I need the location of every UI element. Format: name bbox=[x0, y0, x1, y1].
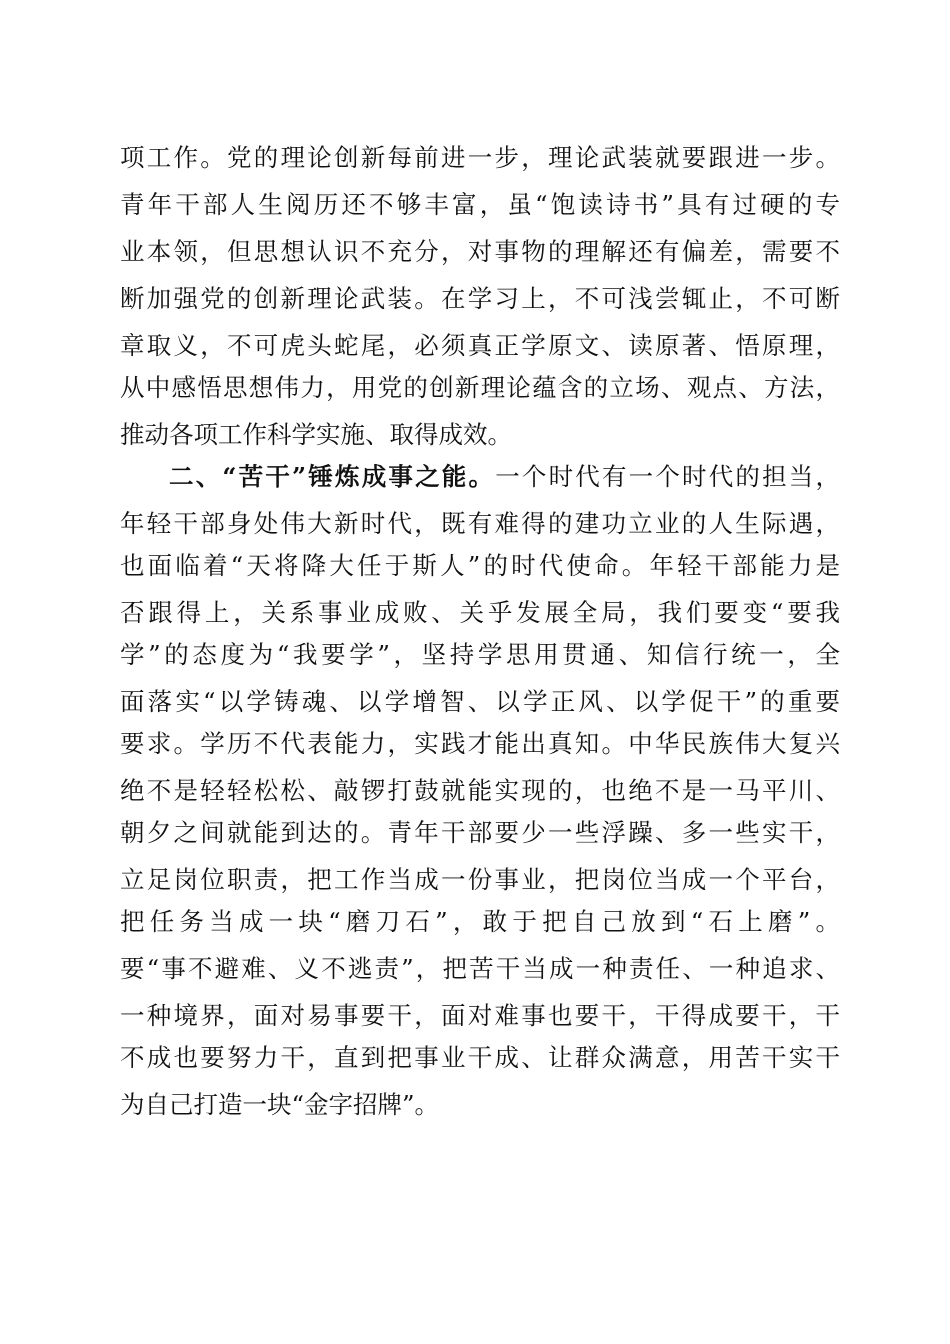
paragraph-2-line-13: 一种境界，面对易事要干，面对难事也要干，干得成要干，干 bbox=[120, 1001, 840, 1030]
paragraph-2-line-12: 要“事不避难、义不逃责”，把苦干当成一种责任、一种追求、 bbox=[120, 954, 840, 983]
paragraph-2-line-5: 学”的态度为“我要学”，坚持学思用贯通、知信行统一，全 bbox=[120, 640, 840, 669]
paragraph-2-line-8: 绝不是轻轻松松、敲锣打鼓就能实现的，也绝不是一马平川、 bbox=[120, 776, 840, 805]
paragraph-1-line-5: 章取义，不可虎头蛇尾，必须真正学原文、读原著、悟原理， bbox=[120, 331, 840, 360]
paragraph-2-line-14: 不成也要努力干，直到把事业干成、让群众满意，用苦干实干 bbox=[120, 1043, 840, 1072]
paragraph-2-line-15: 为自己打造一块“金字招牌”。 bbox=[120, 1090, 440, 1119]
paragraph-1-line-7: 推动各项工作科学实施、取得成效。 bbox=[120, 420, 512, 449]
paragraph-2-line-6: 面落实“以学铸魂、以学增智、以学正风、以学促干”的重要 bbox=[120, 687, 840, 716]
paragraph-1-line-2: 青年干部人生阅历还不够丰富，虽“饱读诗书”具有过硬的专 bbox=[120, 190, 840, 219]
paragraph-2-line-3: 也面临着“天将降大任于斯人”的时代使命。年轻干部能力是 bbox=[120, 551, 840, 580]
paragraph-2-line-4: 否跟得上，关系事业成败、关乎发展全局，我们要变“要我 bbox=[120, 598, 840, 627]
paragraph-1-line-6: 从中感悟思想伟力，用党的创新理论蕴含的立场、观点、方法， bbox=[120, 373, 840, 402]
section-heading: 二、“苦干”锤炼成事之能。 bbox=[169, 462, 496, 491]
paragraph-2-line-9: 朝夕之间就能到达的。青年干部要少一些浮躁、多一些实干， bbox=[120, 818, 840, 847]
paragraph-2-line-7: 要求。学历不代表能力，实践才能出真知。中华民族伟大复兴 bbox=[120, 729, 840, 758]
paragraph-2-line-2: 年轻干部身处伟大新时代，既有难得的建功立业的人生际遇， bbox=[120, 509, 840, 538]
paragraph-2-line-1-text: 一个时代有一个时代的担当， bbox=[495, 462, 840, 491]
paragraph-1-line-4: 断加强党的创新理论武装。在学习上，不可浅尝辄止，不可断 bbox=[120, 284, 840, 313]
paragraph-2-line-11: 把任务当成一块“磨刀石”，敢于把自己放到“石上磨”。 bbox=[120, 907, 840, 936]
paragraph-2-line-10: 立足岗位职责，把工作当成一份事业，把岗位当成一个平台， bbox=[120, 865, 840, 894]
paragraph-1-line-3: 业本领，但思想认识不充分，对事物的理解还有偏差，需要不 bbox=[120, 237, 840, 266]
paragraph-1-line-1: 项工作。党的理论创新每前进一步，理论武装就要跟进一步。 bbox=[120, 143, 840, 172]
paragraph-2-line-1 bbox=[169, 455, 840, 499]
